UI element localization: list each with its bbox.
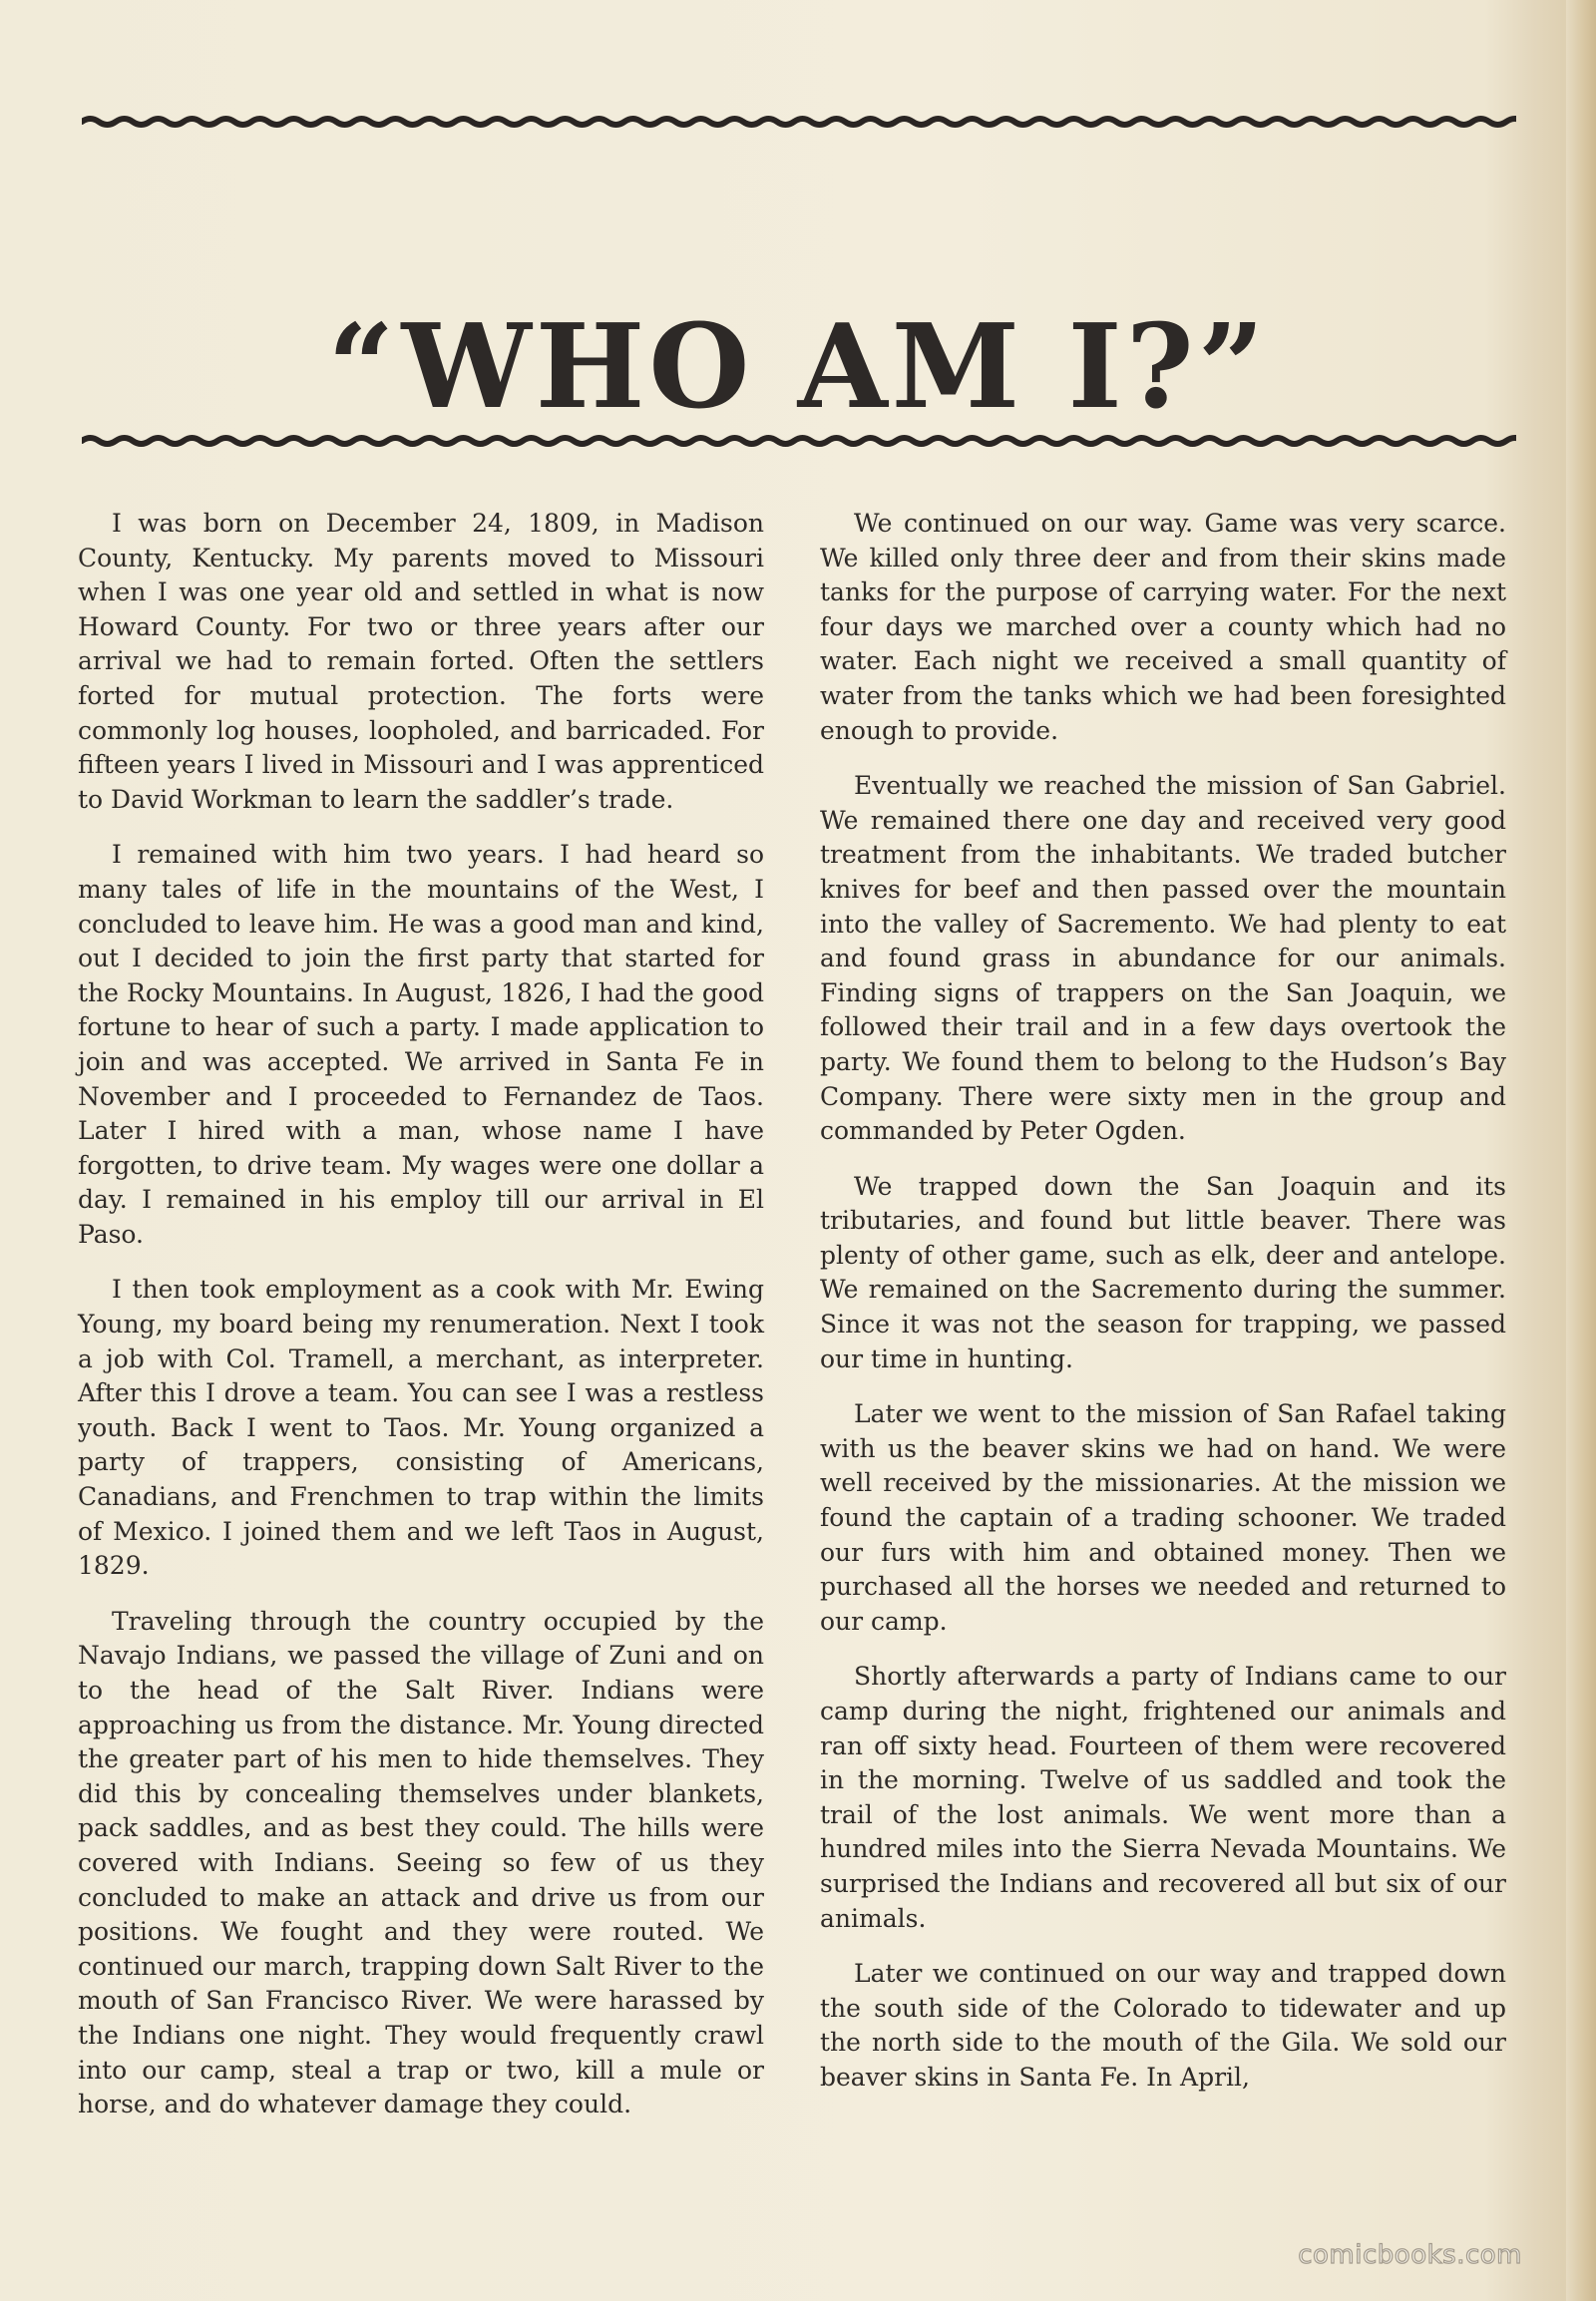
paragraph-right-1: We continued on our way. Game was very scarce. We killed only three deer and from their skins made tanks for the purpose of carrying water. For the next four days we marched over a county which had no water. Each night we received a small quantity of water from the tanks which we had been foresighted enough to provide.	[820, 509, 1506, 745]
paragraph-right-3: We trapped down the San Joaquin and its tributaries, and found but little beaver. There was plenty of other game, such as elk, deer and antelope. We remained on the Sacremento during the summer. Since it was not the season for trapping, we passed our time in hunting.	[820, 1171, 1506, 1373]
watermark: comicbooks.com	[1298, 2240, 1522, 2270]
bottom-wavy-rule	[82, 429, 1516, 453]
top-wavy-rule	[82, 110, 1516, 134]
paragraph-left-1: I was born on December 24, 1809, in Madison County, Kentucky. My parents moved to Missouri when I was one year old and settled in what is now Howard County. For two or three years after our arrival we had to remain forted. Often the settlers forted for mutual protection. The forts were commonly log houses, loopholed, and barricaded. For fifteen years I lived in Missouri and I was apprenticed to David Workman to learn the saddler’s trade.	[78, 509, 764, 814]
paragraph-right-4: Later we went to the mission of San Rafael taking with us the beaver skins we had on hand. We were well received by the missionaries. At the mission we found the captain of a trading schooner. We traded our furs with him and obtained money. Then we purchased all the horses we needed and returned to our camp.	[820, 1399, 1506, 1636]
bottom-wavy-line	[82, 429, 1516, 453]
page-title: “WHO AM I?”	[327, 298, 1269, 435]
paragraph-right-2: Eventually we reached the mission of San Gabriel. We remained there one day and received very good treatment from the inhabitants. We traded butcher knives for beef and then passed over the mountain into the valley of Sacremento. We had plenty to eat and found grass in abundance for our animals. Finding signs of trappers on the San Joaquin, we followed their trail and in a few days overtook the party. We found them to belong to the Hudson’s Bay Company. There were sixty men in the group and commanded by Peter Ogden.	[820, 771, 1506, 1146]
paragraph-left-2: I remained with him two years. I had heard so many tales of life in the mountains of the West, I concluded to leave him. He was a good man and kind, out I decided to join the first party that started for the Rocky Mountains. In August, 1826, I had the good fortune to hear of such a party. I made application to join and was accepted. We arrived in Santa Fe in November and I proceeded to Fernandez de Taos. Later I hired with a man, whose name I have forgotten, to drive team. My wages were one dollar a day. I remained in his employ till our arrival in El Paso.	[78, 840, 764, 1249]
wavy-line-path	[82, 438, 1516, 444]
right-column	[820, 507, 1506, 2116]
left-column	[78, 507, 764, 2143]
top-wavy-line	[82, 110, 1516, 134]
paragraph-right-5: Shortly afterwards a party of Indians came to our camp during the night, frightened our animals and ran off sixty head. Fourteen of them were recovered in the morning. Twelve of us saddled and took the trail of the lost animals. We went more than a hundred miles into the Sierra Nevada Mountains. We surprised the Indians and recovered all but six of our animals.	[820, 1662, 1506, 1933]
paragraph-right-6: Later we continued on our way and trapped down the south side of the Colorado to tidewater and up the north side to the mouth of the Gila. We sold our beaver skins in Santa Fe. In April,	[820, 1959, 1506, 2092]
paragraph-left-3: I then took employment as a cook with Mr. Ewing Young, my board being my renumeration. Next I took a job with Col. Tramell, a merchant, as interpreter. After this I drove a team. You can see I was a restless youth. Back I went to Taos. Mr. Young organized a party of trappers, consisting of Americans, Canadians, and Frenchmen to trap within the limits of Mexico. I joined them and we left Taos in August, 1829.	[78, 1275, 764, 1581]
wavy-line-path	[82, 119, 1516, 125]
paragraph-left-4: Traveling through the country occupied by the Navajo Indians, we passed the village of Zuni and on to the head of the Salt River. Indians were approaching us from the distance. Mr. Young directed the greater part of his men to hide themselves. They did this by concealing themselves under blankets, pack saddles, and as best they could. The hills were covered with Indians. Seeing so few of us they concluded to make an attack and drive us from our positions. We fought and they were routed. We continued our march, trapping down Salt River to the mouth of San Francisco River. We were harassed by the Indians one night. They would frequently crawl into our camp, steal a trap or two, kill a mule or horse, and do whatever damage they could.	[78, 1606, 764, 2119]
